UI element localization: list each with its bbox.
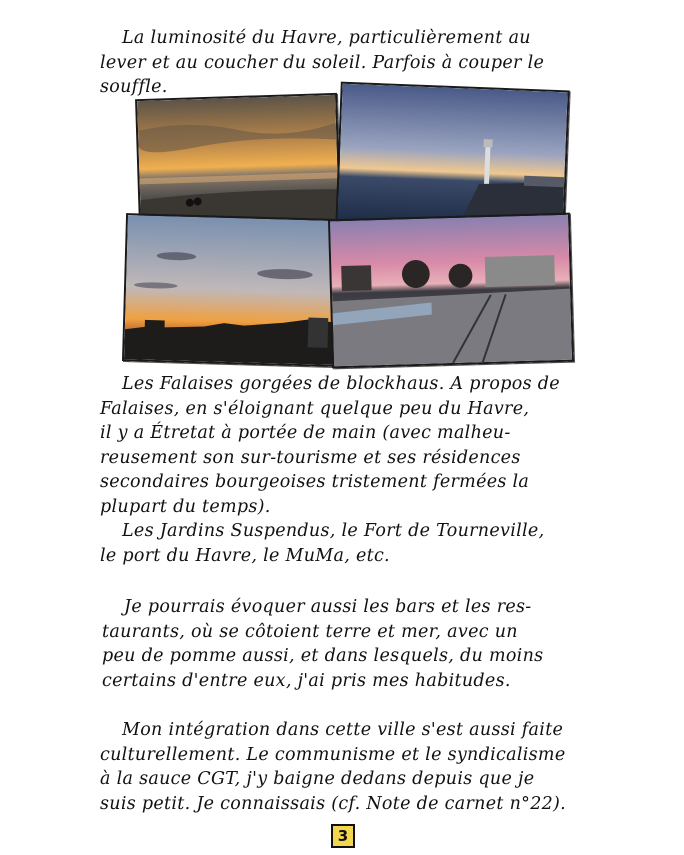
text-line: il y a Étretat à portée de main (avec malheu-	[100, 423, 511, 443]
photo-beach-sunset	[135, 93, 341, 227]
text-line: culturellement. Le communisme et le syndicalisme	[100, 744, 566, 765]
text-line: taurants, où se côtoient terre et mer, avec un	[102, 621, 518, 642]
text-line: suis petit. Je connaissais (cf. Note de carnet n°22).	[100, 793, 567, 814]
text-line: plupart du temps).	[100, 496, 271, 517]
text-line: secondaires bourgeoises tristement fermées la	[100, 472, 530, 492]
paragraph-integration	[100, 718, 605, 816]
photo-harbor-dusk	[335, 82, 569, 235]
text-line: souffle.	[100, 77, 168, 97]
text-line: lever et au coucher du soleil. Parfois à couper le	[100, 52, 545, 73]
photo-tram-square	[328, 213, 574, 369]
text-line: Les Falaises gorgées de blockhaus. A propos de	[122, 374, 560, 394]
text-line: certains d'entre eux, j'ai pris mes habitudes.	[102, 670, 511, 691]
text-line: à la sauce CGT, j'y baigne dedans depuis que je	[100, 769, 535, 789]
photo-city-sunset	[122, 213, 338, 367]
paragraph-bars-restaurants	[102, 595, 602, 693]
text-line: Falaises, en s'éloignant quelque peu du Havre,	[100, 398, 530, 419]
text-line: Mon intégration dans cette ville s'est aussi faite	[122, 720, 564, 740]
text-line: reusement son sur-tourisme et ses résidences	[100, 447, 521, 468]
paragraph-cliffs	[100, 372, 600, 568]
text-line: le port du Havre, le MuMa, etc.	[100, 545, 390, 566]
text-line: La luminosité du Havre, particulièrement au	[122, 28, 531, 48]
text-line: Je pourrais évoquer aussi les bars et les res-	[124, 597, 532, 617]
text-line: peu de pomme aussi, et dans lesquels, du moins	[102, 646, 544, 666]
text-line: Les Jardins Suspendus, le Fort de Tourneville,	[122, 521, 545, 541]
page-number: 3	[331, 824, 355, 848]
